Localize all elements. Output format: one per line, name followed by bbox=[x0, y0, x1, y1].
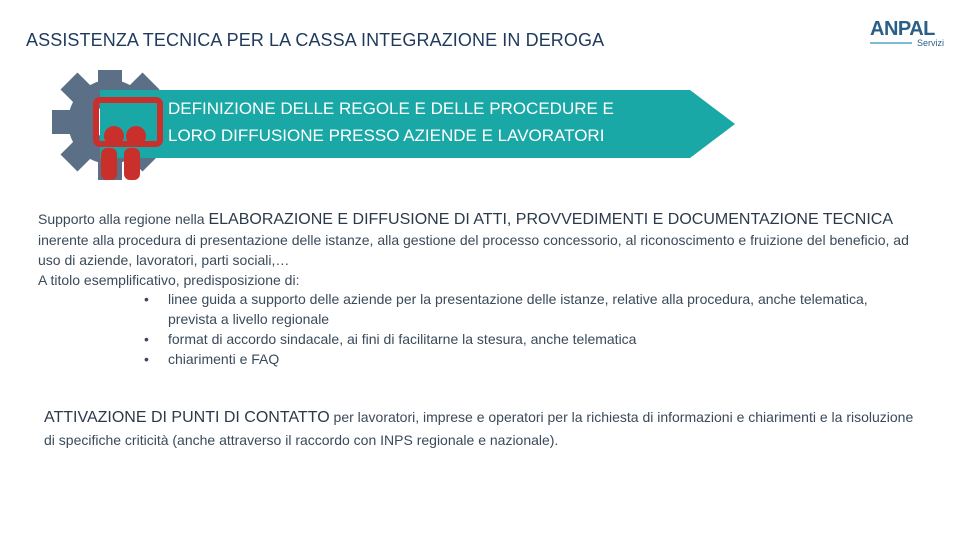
banner-text bbox=[168, 95, 708, 149]
logo-wordmark: ANPAL bbox=[870, 18, 935, 40]
contact-highlight: ATTIVAZIONE DI PUNTI DI CONTATTO bbox=[44, 409, 330, 426]
contact-rest: per lavoratori, imprese e operatori per la richiesta di informazioni e chiarimenti e la risoluzione di specifiche criticità (anche attraverso il raccordo con INPS regionale e nazionale). bbox=[44, 409, 914, 448]
logo-underline bbox=[870, 42, 912, 44]
support-rest: inerente alla procedura di presentazione delle istanze, alla gestione del processo concessorio, al riconoscimento e fruizione del beneficio, ad uso di aziende, lavoratori, parti sociali,… bbox=[38, 232, 909, 268]
list-item: • format di accordo sindacale, ai fini di facilitarne la stesura, anche telematica bbox=[140, 329, 920, 349]
support-highlight: ELABORAZIONE E DIFFUSIONE DI ATTI, PROVVEDIMENTI E DOCUMENTAZIONE TECNICA bbox=[208, 211, 893, 228]
logo-subtitle: Servizi bbox=[916, 38, 944, 48]
support-lead: Supporto alla regione nella bbox=[38, 211, 209, 227]
contact-points-paragraph bbox=[44, 406, 924, 451]
examples-list bbox=[140, 289, 920, 369]
support-paragraph bbox=[38, 209, 918, 290]
examples-intro: A titolo esemplificativo, predisposizione di: bbox=[38, 272, 300, 288]
anpal-logo bbox=[866, 18, 944, 48]
banner-line-2: LORO DIFFUSIONE PRESSO AZIENDE E LAVORATORI bbox=[168, 126, 605, 145]
page-title: ASSISTENZA TECNICA PER LA CASSA INTEGRAZIONE IN DEROGA bbox=[26, 30, 605, 50]
list-item: • linee guida a supporto delle aziende per la presentazione delle istanze, relative alla procedura, anche telematica, prevista a livello regionale bbox=[140, 289, 920, 329]
list-item: • chiarimenti e FAQ bbox=[140, 349, 920, 369]
banner-line-1: DEFINIZIONE DELLE REGOLE E DELLE PROCEDURE E bbox=[168, 99, 614, 118]
